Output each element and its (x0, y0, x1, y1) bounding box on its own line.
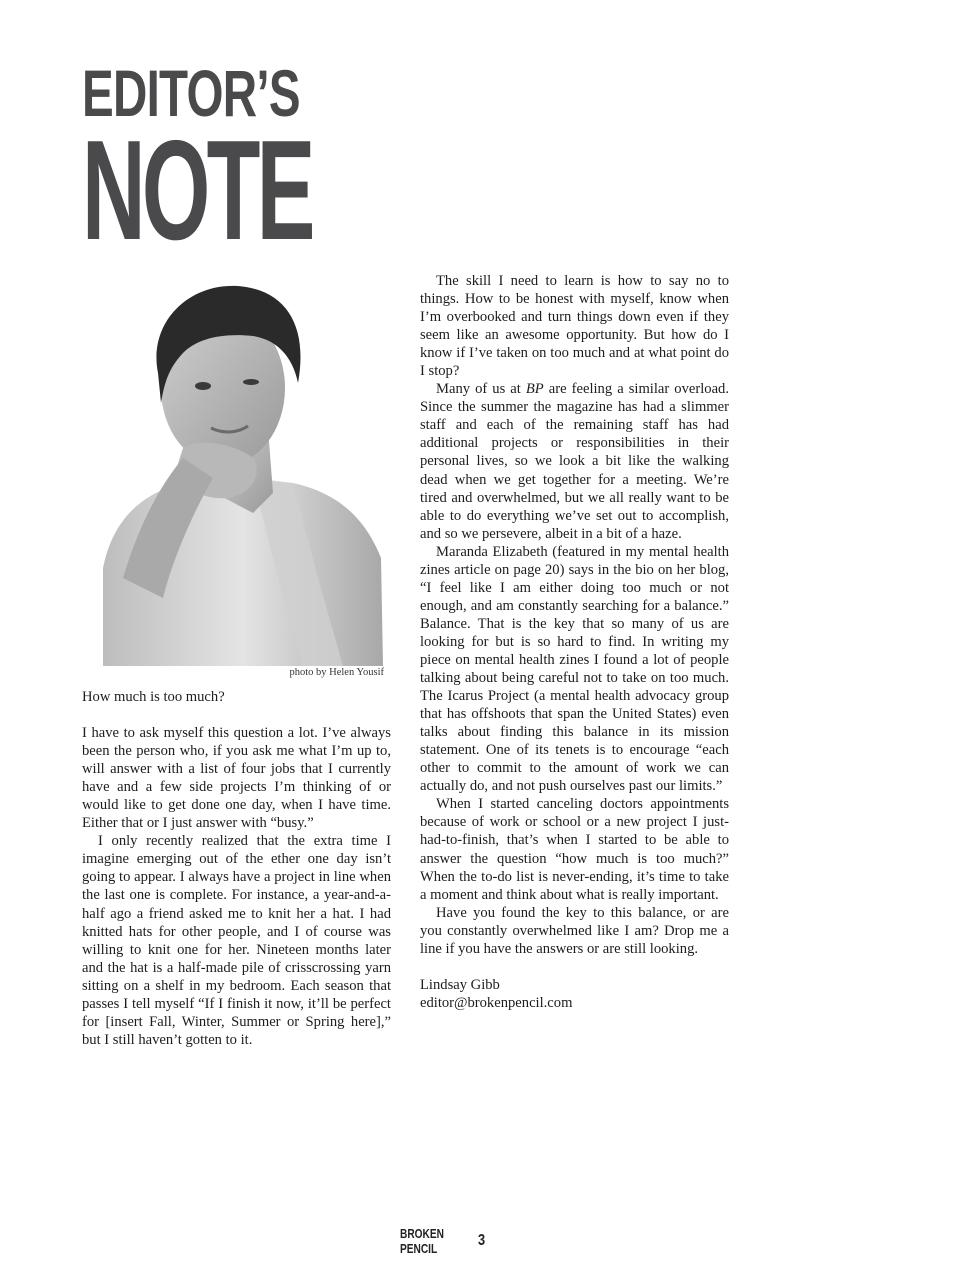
heading-line-editors: EDITOR’S (82, 56, 300, 130)
intro-question: How much is too much? (82, 689, 225, 705)
footer-magazine-name: BROKEN PENCIL (400, 1226, 444, 1256)
magazine-abbreviation: BP (525, 381, 544, 398)
signature-email[interactable]: editor@brokenpencil.com (420, 994, 573, 1011)
signature (420, 976, 729, 1012)
paragraph-text: are feeling a similar overload. Since the summer the magazine has had a slimmer staff and each of the remaining staff has had additional projects or responsibilities in their personal lives, so we look a bit like the walking dead when we get together for a meeting. We’re tired and overwhelmed, but we all really want to be able to do everything we’ve set out to accomplish, and so we persevere, albeit in a bit of a haze. (420, 381, 729, 542)
heading-line-note: NOTE (82, 111, 312, 270)
page-heading (82, 56, 452, 270)
signature-name: Lindsay Gibb (420, 976, 500, 993)
editor-portrait-photo (103, 278, 383, 666)
paragraph (420, 380, 729, 542)
left-column (82, 688, 391, 1049)
paragraph: Maranda Elizabeth (featured in my mental health zines article on page 20) says in the bio on her blog, “I feel like I am either doing too much or not enough, and am constantly searching for a balance.” Balance. That is the key that so many of us are looking for but is so hard to find. In writing my piece on mental health zines I found a lot of people talking about being careful not to take on too much. The Icarus Project (a mental health advocacy group that has offshoots that span the United States) even talks about finding this balance in its mission statement. One of its tenets is to encourage “each other to commit to the amount of work we can actually do, and not push ourselves past our limits.” (420, 543, 729, 795)
paragraph-text: Many of us at (436, 381, 526, 398)
page-number: 3 (478, 1232, 486, 1249)
paragraph: Have you found the key to this balance, or are you constantly overwhelmed like I am? Drop me a line if you have the answers or are still looking. (420, 904, 729, 957)
right-column (420, 272, 729, 1012)
paragraph: When I started canceling doctors appointments because of work or school or a new project I just-had-to-finish, that’s when I started to be able to answer the question “how much is too much?” When the to-do list is never-ending, it’s time to take a moment and think about what is really important. (420, 796, 729, 903)
page-footer (400, 1226, 487, 1256)
paragraph: The skill I need to learn is how to say no to things. How to be honest with myself, know when I’m overbooked and turn things down even if they seem like an awesome opportunity. But how do I know if I’ve taken on too much and at what point do I stop? (420, 273, 729, 380)
paragraph: I have to ask myself this question a lot. I’ve always been the person who, if you ask me what I’m up to, will answer with a list of four jobs that I currently have and a few side projects I’m thinking of or would like to get done one day, when I have time. Either that or I just answer with “busy.” (82, 725, 391, 832)
paragraph: I only recently realized that the extra time I imagine emerging out of the ether one day isn’t going to appear. I always have a project in line when the last one is complete. For instance, a year-and-a-half ago a friend asked me to knit her a hat. I had knitted hats for other people, and I of course was willing to knit one for her. Nineteen months later and the hat is a half-made pile of crisscrossing yarn sitting on a shelf in my bedroom. Each season that passes I tell myself “If I finish it now, it’ll be perfect for [insert Fall, Winter, Summer or Spring here],” but I still haven’t gotten to it. (82, 833, 391, 1048)
photo-credit: photo by Helen Yousif (289, 667, 384, 678)
